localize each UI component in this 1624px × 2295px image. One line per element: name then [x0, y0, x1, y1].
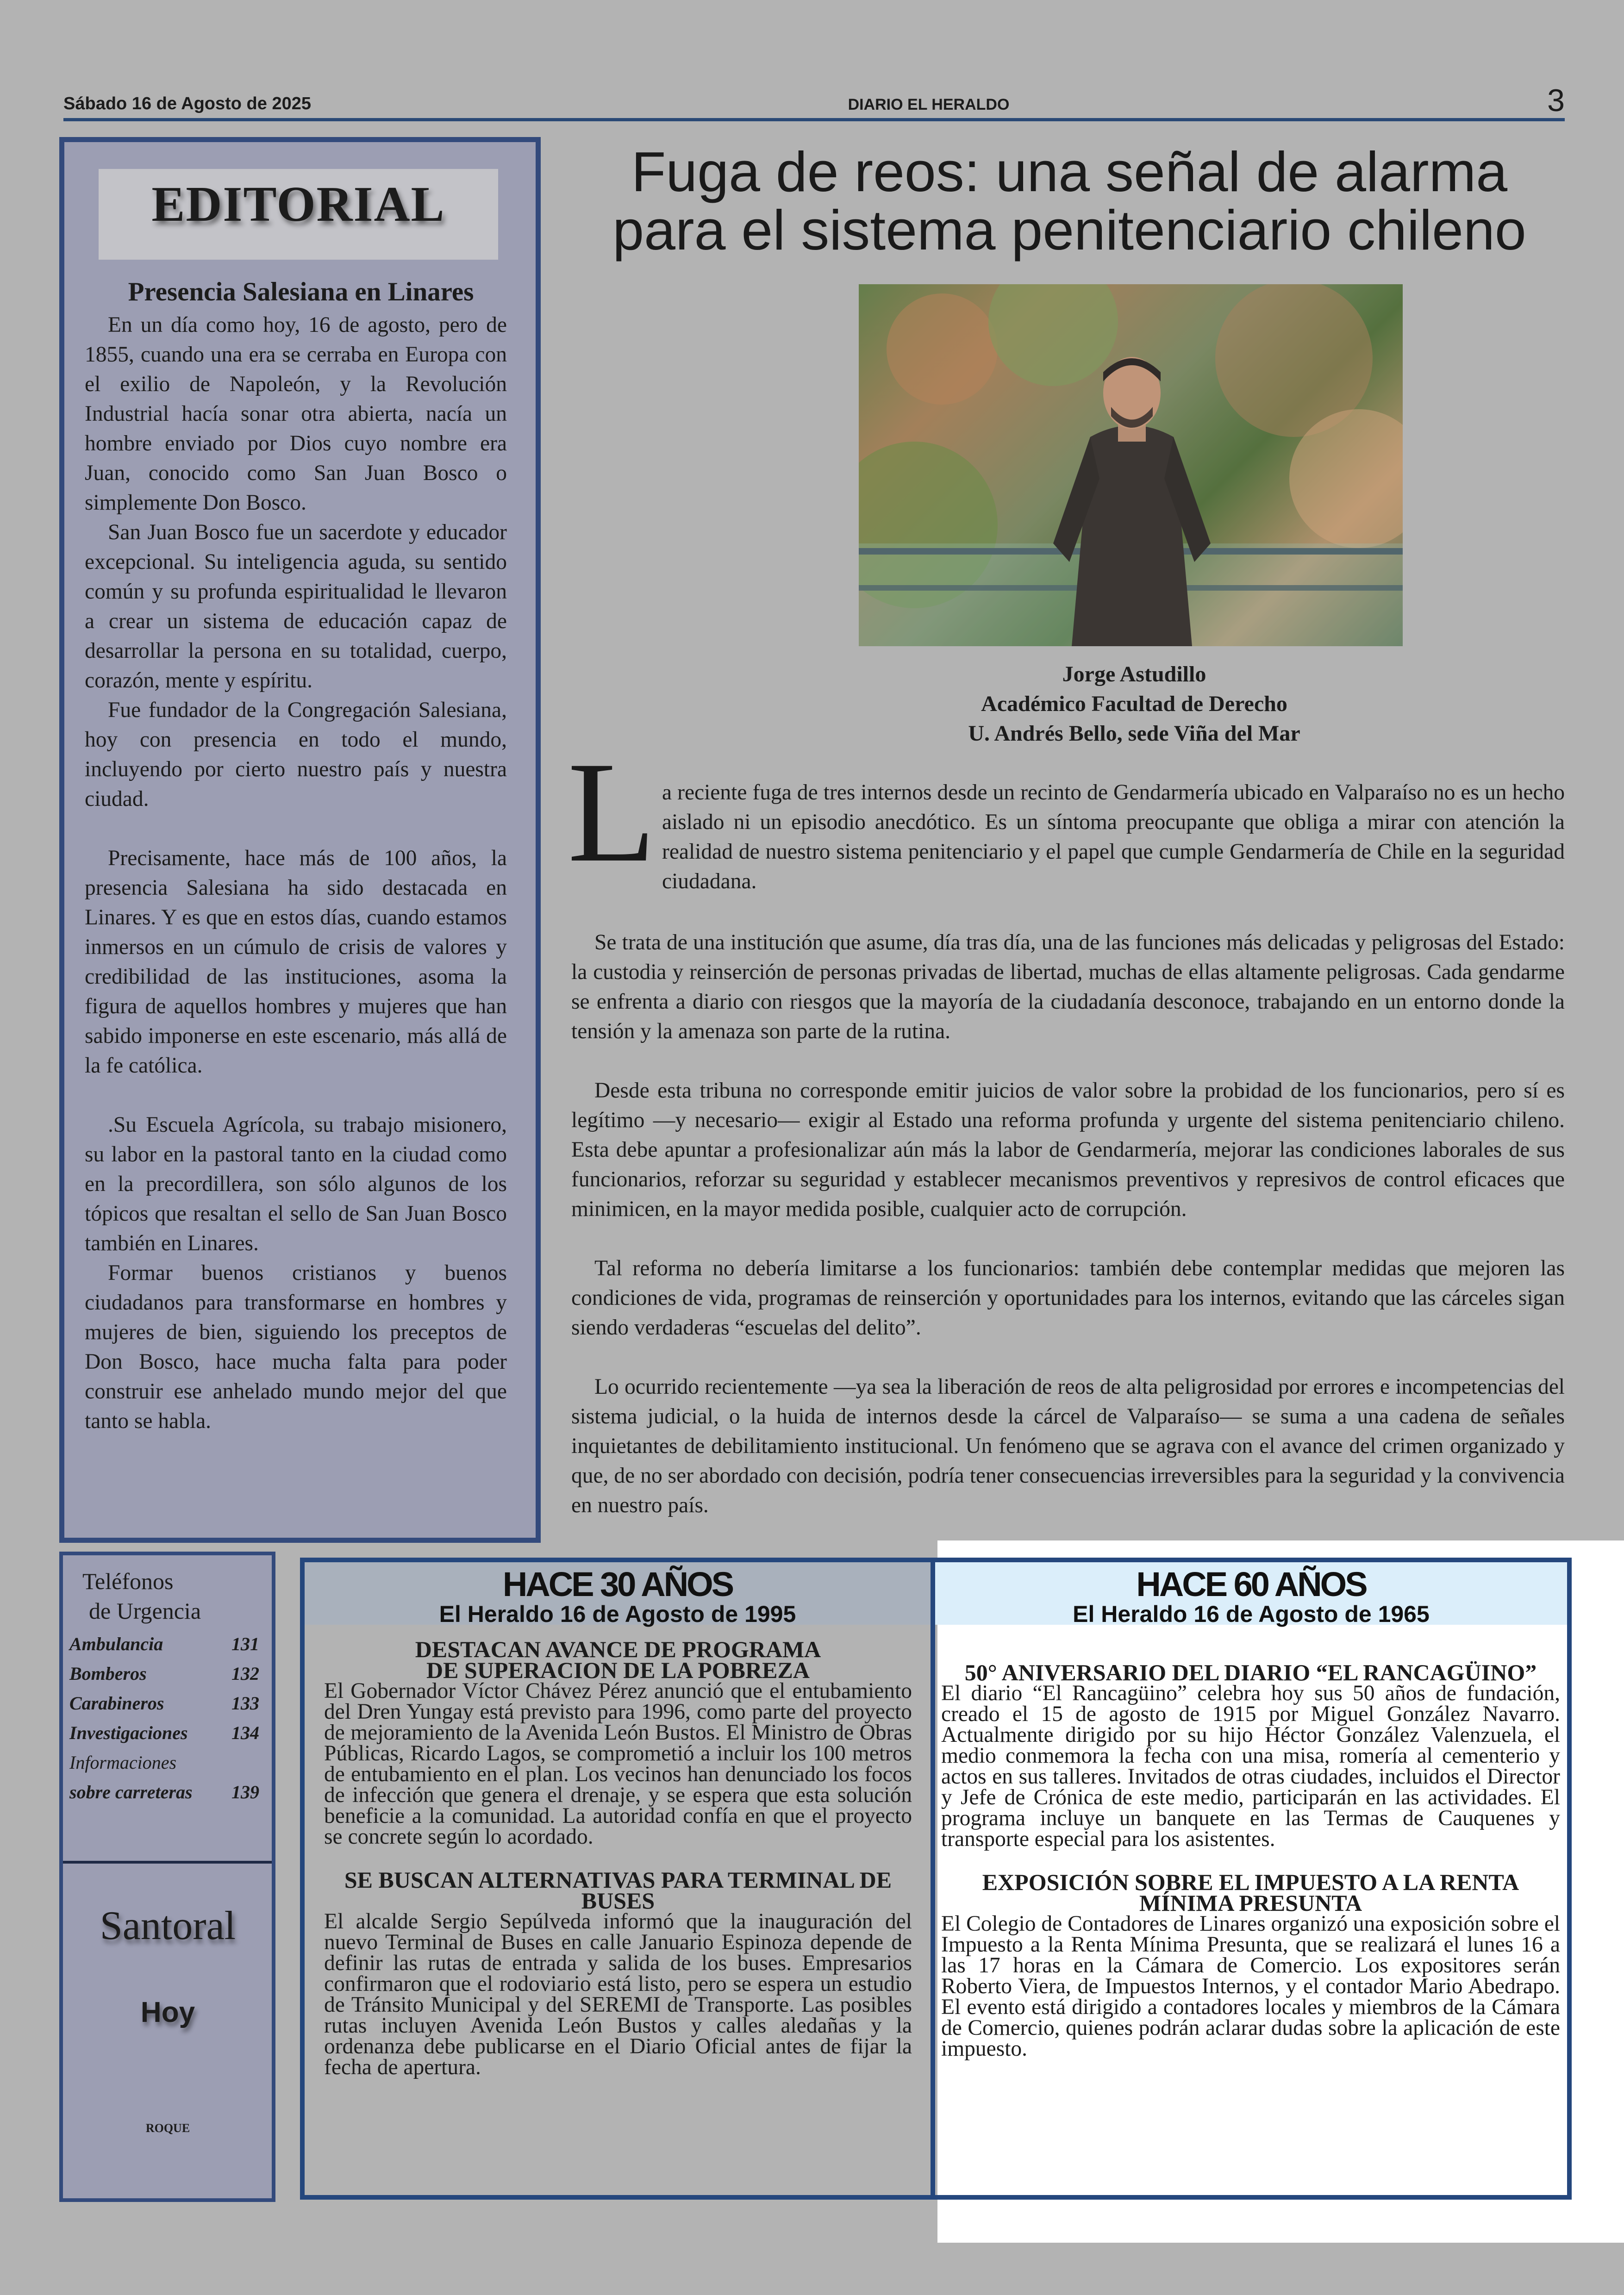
- header-rule: [63, 118, 1565, 121]
- editorial-paragraph: Fue fundador de la Congregación Salesiana, hoy con presencia en todo el mundo, incluyendo por cierto nuestro país y nuestra ciudad.: [85, 698, 507, 811]
- article-title-line: Fuga de reos: una señal de alarma: [631, 140, 1508, 203]
- telefonos-heading: [82, 1566, 258, 1626]
- news-body: El Colegio de Contadores de Linares organizó una exposición sobre el Impuesto a la Renta Mínima Presunta, que se realizará el lunes 16 a las 17 horas en la Cámara de Comercio. Los expositores serán Roberto Viera, de Impuestos Internos, y el contador Mario Abedrapo. El evento está dirigido a contadores locales y miembros de la Cámara de Comercio, quienes podrán aclarar dudas sobre la aplicación de este impuesto.: [941, 1912, 1560, 2061]
- news-headline-line: EXPOSICIÓN SOBRE EL IMPUESTO A LA RENTA: [982, 1869, 1519, 1895]
- telefonos-heading-line: de Urgencia: [89, 1598, 201, 1624]
- article-first-paragraph: a reciente fuga de tres internos desde un recinto de Gendarmería ubicado en Valparaíso no es un hecho aislado ni un episodio anecdótico. Es un síntoma preocupante que obliga a mirar con atención la realidad de nuestro sistema penitenciario y el papel que cumple Gendarmería de Chile en la seguridad ciudadana.: [662, 780, 1565, 893]
- santoral-today: Hoy: [140, 1996, 195, 2028]
- author-caption: [833, 660, 1435, 748]
- news-headline: [324, 1867, 912, 1914]
- hace60-title: HACE 60 AÑOS: [1136, 1565, 1366, 1603]
- telefonos-heading-line: Teléfonos: [82, 1568, 174, 1594]
- telefono-number: 131: [231, 1634, 259, 1654]
- santoral-title: Santoral: [100, 1903, 236, 1948]
- telefono-row: [69, 1629, 259, 1659]
- news-headline-line: MÍNIMA PRESUNTA: [1139, 1890, 1362, 1916]
- author-role: Académico Facultad de Derecho: [981, 692, 1287, 716]
- telefono-info-label-text: Informaciones: [69, 1752, 177, 1773]
- news-body: El Gobernador Víctor Chávez Pérez anunció que el entubamiento del Dren Yungay está previsto para 1996, como parte del proyecto de mejoramiento de la Avenida León Bustos. El Ministro de Obras Públicas, Ricardo Lagos, se comprometió a incluir los 100 metros de entubamiento en el plan. Los vecinos han denunciado los focos de infección que genera el drenaje, y se espera que esta solución beneficie a la comunidad. La autoridad confía en que el proyecto se concrete según lo acordado.: [324, 1679, 912, 1849]
- telefono-row: [69, 1659, 259, 1689]
- article-title: [546, 140, 1593, 262]
- author-photo: [859, 284, 1403, 646]
- santoral-saint: ROQUE: [145, 2121, 190, 2135]
- telefono-row: [69, 1718, 259, 1748]
- hace-divider: [931, 1558, 934, 2200]
- news-headline: [941, 1869, 1560, 1916]
- news-headline: [941, 1659, 1560, 1685]
- editorial-paragraph: Formar buenos cristianos y buenos ciudadanos para transformarse en hombres y mujeres de bien, siguiendo los preceptos de Don Bosco, hace mucha falta para poder construir ese anhelado mundo mejor del que tanto se habla.: [85, 1261, 507, 1433]
- editorial-body: [85, 310, 507, 1436]
- telefono-number: 134: [231, 1722, 259, 1743]
- telefono-number: 133: [231, 1693, 259, 1714]
- author-photo-illustration: [859, 284, 1403, 646]
- telefono-row: [69, 1689, 259, 1718]
- editorial-paragraph: En un día como hoy, 16 de agosto, pero de 1855, cuando una era se cerraba en Europa con el exilio de Napoleón, y la Revolución Industrial hacía sonar otra abierta, nacía un hombre enviado por Dios cuyo nombre era Juan, conocido como San Juan Bosco o simplemente Don Bosco.: [85, 313, 507, 515]
- article-drop-cap: L: [568, 732, 656, 892]
- page-number: 3: [1547, 83, 1565, 118]
- news-headline-line: BUSES: [581, 1888, 655, 1914]
- telefono-name: Investigaciones: [69, 1722, 188, 1743]
- article-paragraph: Tal reforma no debería limitarse a los funcionarios: también debe contemplar medidas que mejoren las condiciones de vida, programas de reinserción y oportunidades para los internos, evitando que las cárceles sigan siendo verdaderas “escuelas del delito”.: [571, 1256, 1565, 1340]
- author-name: Jorge Astudillo: [1062, 662, 1206, 686]
- article-paragraph: Desde esta tribuna no corresponde emitir juicios de valor sobre la probidad de los funcionarios, pero sí es legítimo —y necesario— exigir al Estado una reforma profunda y urgente del sistema penitenciario chileno. Esta debe apuntar a profesionalizar aún más la labor de Gendarmería, mejorar las condiciones laborales de sus funcionarios, reforzar su seguridad y establecer mecanismos preventivos y represivos de control eficaces que minimicen, en la mayor medida posible, cualquier acto de corrupción.: [571, 1079, 1565, 1221]
- telefono-name: Carabineros: [69, 1693, 164, 1714]
- article-paragraph: Lo ocurrido recientemente —ya sea la liberación de reos de alta peligrosidad por errores e incompetencias del sistema judicial, o la huida de internos desde la cárcel de Valparaíso— se suma a una cadena de señales inquietantes de debilitamiento institucional. Un fenómeno que se agrava con el avance del crimen organizado y que, de no ser abordado con decisión, podría tener consecuencias irreversibles para la seguridad y la convivencia en nuestro país.: [571, 1375, 1565, 1517]
- hace30-title: HACE 30 AÑOS: [502, 1565, 733, 1603]
- telefonos-list: [69, 1629, 259, 1807]
- hace60-subtitle: El Heraldo 16 de Agosto de 1965: [1073, 1601, 1430, 1627]
- article-title-line: para el sistema penitenciario chileno: [612, 199, 1526, 262]
- telefono-number: 139: [231, 1782, 259, 1802]
- telefonos-separator: [63, 1861, 272, 1864]
- newspaper-name: DIARIO EL HERALDO: [848, 96, 1010, 113]
- telefono-info-label: [69, 1748, 259, 1777]
- editorial-title: EDITORIAL: [151, 177, 445, 232]
- editorial-paragraph: San Juan Bosco fue un sacerdote y educador excepcional. Su inteligencia aguda, su sentido común y su profunda espiritualidad le llevaron a crear un sistema de educación capaz de desarrollar la persona en su totalidad, cuerpo, corazón, mente y espíritu.: [85, 520, 507, 692]
- hace30-news: [324, 1636, 912, 2079]
- telefono-number: 132: [231, 1663, 259, 1684]
- news-headline: [324, 1636, 912, 1683]
- news-headline-line: DE SUPERACION DE LA POBREZA: [426, 1657, 810, 1683]
- telefono-name: Bomberos: [69, 1663, 147, 1684]
- editorial-paragraph: Precisamente, hace más de 100 años, la presencia Salesiana ha sido destacada en Linares. Y es que en estos días, cuando estamos inmersos en un cúmulo de crisis de valores y credibilidad de las instituciones, asoma la figura de aquellos hombres y mujeres que han sabido imponerse en este escenario, más allá de la fe católica.: [85, 846, 507, 1078]
- article-body: [571, 928, 1565, 1550]
- news-headline-line: DESTACAN AVANCE DE PROGRAMA: [415, 1636, 821, 1662]
- telefono-name: Ambulancia: [69, 1634, 163, 1654]
- news-body: El alcalde Sergio Sepúlveda informó que la inauguración del nuevo Terminal de Buses en calle Januario Espinoza depende de definir las rutas de entrada y salida de los buses. Empresarios confirmaron que el rodoviario está listo, pero se espera un estudio de Tránsito Municipal y del SEREMI de Transporte. Las posibles rutas incluyen Avenida León Bustos y calles aledañas y la ordenanza debe publicarse en el Diario Oficial antes de fijar la fecha de apertura.: [324, 1909, 912, 2079]
- article-paragraph: Se trata de una institución que asume, día tras día, una de las funciones más delicadas y peligrosas del Estado: la custodia y reinserción de personas privadas de libertad, muchas de ellas altamente peligrosas. Cada gendarme se enfrenta a diario con riesgos que la mayoría de la ciudadanía desconoce, trabajando en un entorno donde la tensión y la amenaza son parte de la rutina.: [571, 930, 1565, 1043]
- news-headline-line: 50° ANIVERSARIO DEL DIARIO “EL RANCAGÜINO”: [964, 1659, 1537, 1685]
- telefono-name: sobre carreteras: [69, 1782, 193, 1802]
- editorial-paragraph: .Su Escuela Agrícola, su trabajo misionero, su labor en la pastoral tanto en la ciudad como en la precordillera, son sólo algunos de los tópicos que resaltan el sello de San Juan Bosco también en Linares.: [85, 1113, 507, 1255]
- author-affiliation: U. Andrés Bello, sede Viña del Mar: [968, 721, 1300, 746]
- news-headline-line: SE BUSCAN ALTERNATIVAS PARA TERMINAL DE: [344, 1867, 892, 1893]
- news-body: El diario “El Rancagüino” celebra hoy sus 50 años de fundación, creado el 15 de agosto de 1915 por Miguel González Navarro. Actualmente dirigido por su hijo Héctor González Valenzuela, el medio conmemora la fecha con una misa, romería al cementerio y actos en sus talleres. Invitados de otras ciudades, incluidos el Director y Jefe de Crónica de este medio, participarán en las actividades. El programa incluye un banquete en las Termas de Cauquenes y transporte especial para los asistentes.: [941, 1681, 1560, 1851]
- hace60-news: [941, 1659, 1560, 2061]
- hace30-subtitle: El Heraldo 16 de Agosto de 1995: [439, 1601, 796, 1627]
- telefono-row: [69, 1777, 259, 1807]
- editorial-subtitle: Presencia Salesiana en Linares: [128, 277, 474, 306]
- header-date: Sábado 16 de Agosto de 2025: [63, 94, 311, 113]
